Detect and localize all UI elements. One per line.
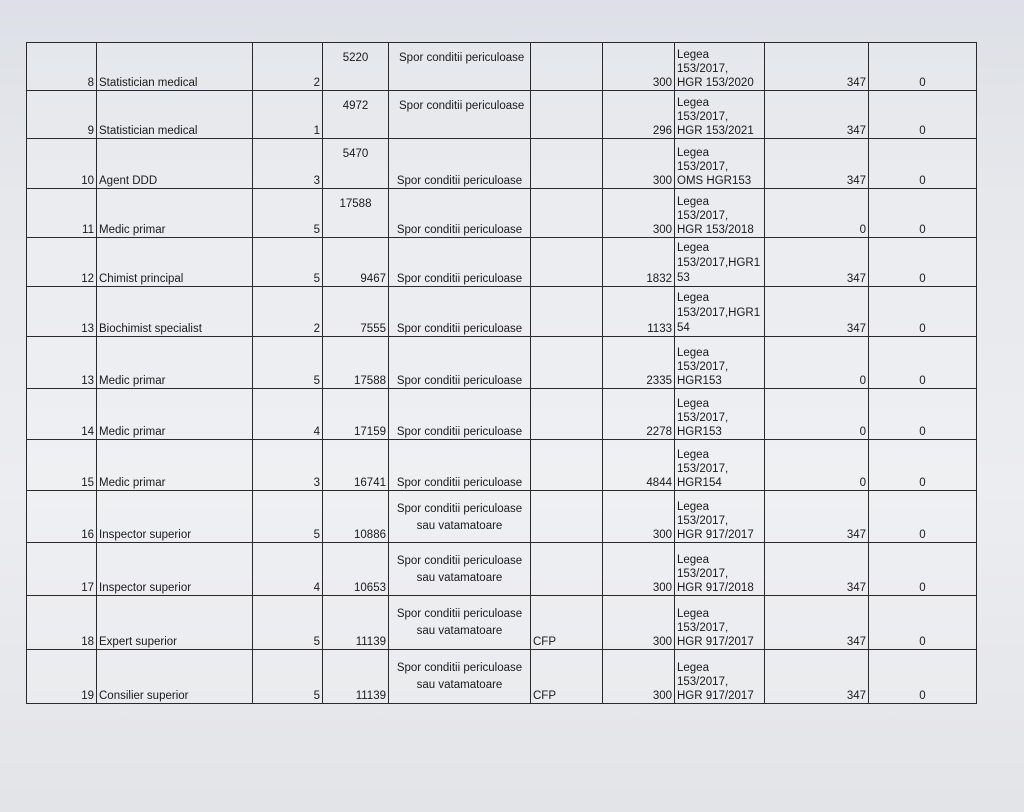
zero-cell	[869, 237, 977, 286]
extra-note: CFP	[533, 690, 556, 702]
table-row	[27, 596, 977, 649]
row-number: 11	[82, 223, 94, 236]
salary-cell	[323, 337, 389, 388]
extra-cell	[531, 543, 603, 596]
row-number-cell	[27, 649, 97, 703]
spor-type-line2: sau vatamatoare	[416, 572, 503, 585]
salary-value: 4972	[342, 100, 369, 113]
lege-line2: OMS HGR153	[677, 174, 752, 187]
value-cell	[765, 139, 869, 188]
job-title: Biochimist specialist	[99, 323, 202, 336]
table-row	[27, 490, 977, 542]
lege-line2: 153/2017,HGR1	[677, 257, 761, 270]
value-amount: 0	[859, 374, 866, 387]
zero-value: 0	[919, 476, 926, 489]
positions-count-cell	[253, 337, 323, 388]
extra-cell	[531, 43, 603, 91]
value-cell	[765, 596, 869, 649]
lege-line1: Legea	[677, 292, 709, 305]
salary-cell	[323, 188, 389, 237]
legal-basis-cell	[675, 439, 765, 490]
zero-cell	[869, 91, 977, 139]
lege-line2: HGR 153/2021	[677, 125, 754, 138]
extra-cell	[531, 490, 603, 542]
extra-cell	[531, 649, 603, 703]
extra-cell	[531, 439, 603, 490]
salary-cell	[323, 237, 389, 286]
job-title: Statistician medical	[99, 125, 198, 138]
positions-count: 4	[313, 582, 320, 595]
lege-line3: 54	[677, 322, 690, 335]
value-amount: 0	[859, 223, 866, 236]
job-title: Agent DDD	[99, 174, 158, 187]
zero-value: 0	[919, 273, 926, 286]
amount-value: 300	[652, 77, 672, 90]
value-cell	[765, 188, 869, 237]
amount-value: 2335	[646, 374, 672, 387]
table-row	[27, 439, 977, 490]
job-title-cell	[97, 188, 253, 237]
extra-cell	[531, 287, 603, 337]
positions-count: 2	[313, 77, 320, 90]
extra-cell	[531, 596, 603, 649]
salary-value: 10653	[354, 582, 386, 595]
value-amount: 347	[846, 323, 866, 336]
job-title-cell	[97, 337, 253, 388]
amount-cell	[603, 188, 675, 237]
row-number: 16	[81, 529, 94, 542]
job-title: Medic primar	[99, 425, 166, 438]
salary-cell	[323, 543, 389, 596]
spor-type: Spor conditii periculoase	[396, 476, 523, 489]
spor-type: Spor conditii periculoase	[399, 100, 525, 113]
zero-value: 0	[919, 582, 926, 595]
row-number: 13	[81, 374, 94, 387]
spor-type: Spor conditii periculoase	[396, 223, 523, 236]
positions-count-cell	[253, 388, 323, 439]
zero-value: 0	[919, 635, 926, 648]
amount-value: 300	[652, 582, 672, 595]
job-title-cell	[97, 439, 253, 490]
value-amount: 347	[846, 273, 866, 286]
amount-value: 2278	[646, 425, 672, 438]
row-number: 12	[81, 273, 94, 286]
salary-value: 11139	[355, 690, 386, 702]
value-amount: 347	[846, 690, 866, 702]
row-number: 9	[87, 125, 94, 138]
spor-cell	[389, 139, 531, 188]
lege-line2: HGR 917/2017	[677, 690, 754, 702]
positions-count: 1	[313, 125, 320, 138]
spor-cell	[389, 388, 531, 439]
spor-type: Spor conditii periculoase	[396, 425, 523, 438]
spor-type: Spor conditii periculoase	[396, 273, 523, 286]
extra-cell	[531, 388, 603, 439]
job-title-cell	[97, 388, 253, 439]
value-amount: 347	[846, 582, 866, 595]
value-cell	[765, 337, 869, 388]
amount-cell	[603, 91, 675, 139]
row-number: 14	[81, 425, 94, 438]
zero-cell	[869, 337, 977, 388]
positions-count-cell	[253, 543, 323, 596]
amount-value: 300	[652, 635, 672, 648]
amount-cell	[603, 543, 675, 596]
value-cell	[765, 543, 869, 596]
legal-basis-cell	[675, 596, 765, 649]
positions-count-cell	[253, 237, 323, 286]
salary-value: 7555	[360, 323, 386, 336]
spor-cell	[389, 237, 531, 286]
row-number: 8	[87, 77, 94, 90]
salary-cell	[323, 287, 389, 337]
legal-basis-cell	[675, 490, 765, 542]
job-title-cell	[97, 237, 253, 286]
value-amount: 347	[846, 529, 866, 542]
amount-cell	[603, 596, 675, 649]
amount-cell	[603, 287, 675, 337]
table-row	[27, 237, 977, 286]
zero-value: 0	[919, 529, 926, 542]
value-amount: 347	[846, 174, 866, 187]
salary-value: 17588	[339, 197, 372, 210]
value-cell	[765, 490, 869, 542]
job-title-cell	[97, 43, 253, 91]
spor-type: Spor conditii periculoase	[396, 174, 523, 187]
positions-count-cell	[253, 91, 323, 139]
spor-type: Spor conditii periculoase	[396, 661, 523, 674]
amount-cell	[603, 439, 675, 490]
table-row	[27, 139, 977, 188]
table-row	[27, 91, 977, 139]
legal-basis-cell	[675, 543, 765, 596]
spor-cell	[389, 188, 531, 237]
salary-cell	[323, 43, 389, 91]
zero-cell	[869, 43, 977, 91]
value-cell	[765, 91, 869, 139]
positions-count: 3	[313, 174, 320, 187]
amount-cell	[603, 337, 675, 388]
lege-line1: Legea 153/2017,	[677, 448, 729, 475]
value-amount: 0	[859, 476, 866, 489]
table-row	[27, 287, 977, 337]
lege-line2: HGR 917/2017	[677, 635, 754, 648]
salary-cell	[323, 388, 389, 439]
zero-cell	[869, 188, 977, 237]
spor-type: Spor conditii periculoase	[399, 52, 525, 64]
spor-type: Spor conditii periculoase	[396, 608, 523, 621]
extra-cell	[531, 237, 603, 286]
amount-cell	[603, 139, 675, 188]
job-title-cell	[97, 649, 253, 703]
lege-line1: Legea 153/2017,	[677, 195, 729, 222]
positions-count: 4	[313, 425, 320, 438]
salary-value: 11139	[355, 635, 386, 648]
job-title: Inspector superior	[99, 582, 192, 595]
value-amount: 347	[846, 635, 866, 648]
positions-count: 5	[313, 223, 320, 236]
row-number-cell	[27, 287, 97, 337]
amount-value: 1832	[646, 273, 672, 286]
lege-line1: Legea 153/2017,	[677, 554, 729, 581]
legal-basis-cell	[675, 287, 765, 337]
lege-line2: HGR154	[677, 476, 722, 489]
lege-line2: HGR 153/2020	[677, 77, 754, 90]
zero-value: 0	[919, 690, 926, 702]
job-title: Inspector superior	[99, 529, 192, 542]
spor-type: Spor conditii periculoase	[396, 374, 523, 387]
salary-value: 16741	[354, 476, 386, 489]
positions-count: 5	[313, 273, 320, 286]
legal-basis-cell	[675, 237, 765, 286]
positions-count: 5	[313, 529, 320, 542]
zero-value: 0	[919, 374, 926, 387]
lege-line2: HGR153	[677, 425, 722, 438]
row-number-cell	[27, 91, 97, 139]
salary-cell	[323, 649, 389, 703]
amount-cell	[603, 388, 675, 439]
amount-cell	[603, 237, 675, 286]
row-number: 17	[81, 582, 94, 595]
spor-cell	[389, 91, 531, 139]
zero-value: 0	[919, 174, 926, 187]
spor-cell	[389, 439, 531, 490]
value-cell	[765, 649, 869, 703]
row-number-cell	[27, 490, 97, 542]
lege-line1: Legea 153/2017,	[677, 607, 729, 634]
spor-type-line2: sau vatamatoare	[416, 678, 503, 691]
row-number: 18	[81, 635, 94, 648]
legal-basis-cell	[675, 337, 765, 388]
positions-count: 3	[313, 476, 320, 489]
legal-basis-cell	[675, 43, 765, 91]
salary-value: 10886	[354, 529, 386, 542]
value-cell	[765, 439, 869, 490]
job-title: Medic primar	[99, 223, 166, 236]
spor-cell	[389, 43, 531, 91]
value-cell	[765, 287, 869, 337]
spor-type: Spor conditii periculoase	[396, 323, 523, 336]
lege-line2: 153/2017,HGR1	[677, 307, 761, 320]
legal-basis-cell	[675, 139, 765, 188]
amount-value: 300	[652, 690, 672, 702]
lege-line2: HGR153	[677, 374, 722, 387]
value-amount: 347	[846, 125, 866, 138]
row-number-cell	[27, 43, 97, 91]
row-number-cell	[27, 237, 97, 286]
lege-line1: Legea	[677, 242, 709, 255]
lege-line1: Legea 153/2017,	[677, 146, 729, 173]
spor-type-line2: sau vatamatoare	[416, 519, 503, 532]
positions-count-cell	[253, 188, 323, 237]
table-row	[27, 43, 977, 91]
positions-count: 5	[313, 374, 320, 387]
positions-count-cell	[253, 139, 323, 188]
value-amount: 0	[859, 425, 866, 438]
legal-basis-cell	[675, 188, 765, 237]
document-table	[26, 42, 977, 704]
positions-count-cell	[253, 287, 323, 337]
zero-cell	[869, 439, 977, 490]
table-row	[27, 649, 977, 703]
spor-cell	[389, 649, 531, 703]
lege-line1: Legea 153/2017,	[677, 49, 729, 76]
value-amount: 347	[846, 77, 866, 90]
lege-line1: Legea 153/2017,	[677, 397, 729, 424]
amount-cell	[603, 490, 675, 542]
value-cell	[765, 43, 869, 91]
row-number-cell	[27, 139, 97, 188]
positions-count-cell	[253, 490, 323, 542]
job-title-cell	[97, 490, 253, 542]
positions-count-cell	[253, 43, 323, 91]
job-title-cell	[97, 287, 253, 337]
value-cell	[765, 237, 869, 286]
row-number-cell	[27, 188, 97, 237]
salary-cell	[323, 490, 389, 542]
salary-value: 17159	[354, 425, 386, 438]
job-title: Statistician medical	[99, 77, 198, 90]
amount-cell	[603, 43, 675, 91]
lege-line2: HGR 917/2017	[677, 529, 754, 542]
zero-cell	[869, 287, 977, 337]
lege-line3: 53	[677, 272, 690, 285]
spor-cell	[389, 287, 531, 337]
salary-cell	[323, 596, 389, 649]
row-number-cell	[27, 439, 97, 490]
extra-cell	[531, 91, 603, 139]
table-row	[27, 188, 977, 237]
value-cell	[765, 388, 869, 439]
row-number: 19	[81, 690, 94, 702]
salary-value: 17588	[354, 374, 386, 387]
amount-value: 300	[652, 529, 672, 542]
zero-cell	[869, 596, 977, 649]
job-title: Expert superior	[99, 635, 177, 648]
row-number-cell	[27, 596, 97, 649]
zero-cell	[869, 490, 977, 542]
positions-count-cell	[253, 649, 323, 703]
salary-cell	[323, 439, 389, 490]
amount-value: 296	[652, 125, 672, 138]
lege-line1: Legea 153/2017,	[677, 662, 729, 688]
spor-cell	[389, 543, 531, 596]
job-title-cell	[97, 596, 253, 649]
extra-cell	[531, 188, 603, 237]
row-number: 10	[81, 174, 94, 187]
zero-value: 0	[919, 323, 926, 336]
spor-cell	[389, 490, 531, 542]
job-title: Medic primar	[99, 374, 166, 387]
lege-line1: Legea 153/2017,	[677, 346, 729, 373]
salary-cell	[323, 139, 389, 188]
legal-basis-cell	[675, 649, 765, 703]
job-title: Chimist principal	[99, 273, 184, 286]
zero-cell	[869, 139, 977, 188]
amount-value: 4844	[646, 476, 672, 489]
legal-basis-cell	[675, 388, 765, 439]
positions-count: 5	[313, 635, 320, 648]
table-row	[27, 543, 977, 596]
lege-line2: HGR 917/2018	[677, 582, 754, 595]
zero-value: 0	[919, 425, 926, 438]
job-title: Medic primar	[99, 476, 166, 489]
row-number-cell	[27, 337, 97, 388]
salary-value: 5470	[342, 148, 369, 161]
salary-value: 9467	[360, 273, 386, 286]
row-number-cell	[27, 543, 97, 596]
table-body	[27, 43, 977, 704]
row-number: 13	[81, 323, 94, 336]
spor-type: Spor conditii periculoase	[396, 555, 523, 568]
row-number: 15	[81, 476, 94, 489]
extra-cell	[531, 337, 603, 388]
spor-cell	[389, 596, 531, 649]
zero-cell	[869, 543, 977, 596]
amount-cell	[603, 649, 675, 703]
salary-value: 5220	[342, 52, 369, 64]
zero-cell	[869, 649, 977, 703]
positions-count: 5	[313, 690, 320, 702]
lege-line1: Legea 153/2017,	[677, 501, 729, 528]
lege-line1: Legea 153/2017,	[677, 97, 729, 124]
job-title-cell	[97, 543, 253, 596]
extra-note: CFP	[533, 635, 556, 648]
positions-count: 2	[313, 323, 320, 336]
job-title: Consilier superior	[99, 690, 189, 702]
job-title-cell	[97, 91, 253, 139]
zero-value: 0	[919, 77, 926, 90]
zero-value: 0	[919, 125, 926, 138]
row-number-cell	[27, 388, 97, 439]
job-title-cell	[97, 139, 253, 188]
spor-cell	[389, 337, 531, 388]
positions-count-cell	[253, 596, 323, 649]
amount-value: 300	[652, 223, 672, 236]
positions-count-cell	[253, 439, 323, 490]
zero-cell	[869, 388, 977, 439]
spor-type-line2: sau vatamatoare	[416, 625, 503, 638]
salary-cell	[323, 91, 389, 139]
amount-value: 300	[652, 174, 672, 187]
lege-line2: HGR 153/2018	[677, 223, 754, 236]
table-row	[27, 337, 977, 388]
spor-type: Spor conditii periculoase	[396, 502, 523, 515]
legal-basis-cell	[675, 91, 765, 139]
table-row	[27, 388, 977, 439]
amount-value: 1133	[647, 323, 672, 336]
zero-value: 0	[919, 223, 926, 236]
extra-cell	[531, 139, 603, 188]
